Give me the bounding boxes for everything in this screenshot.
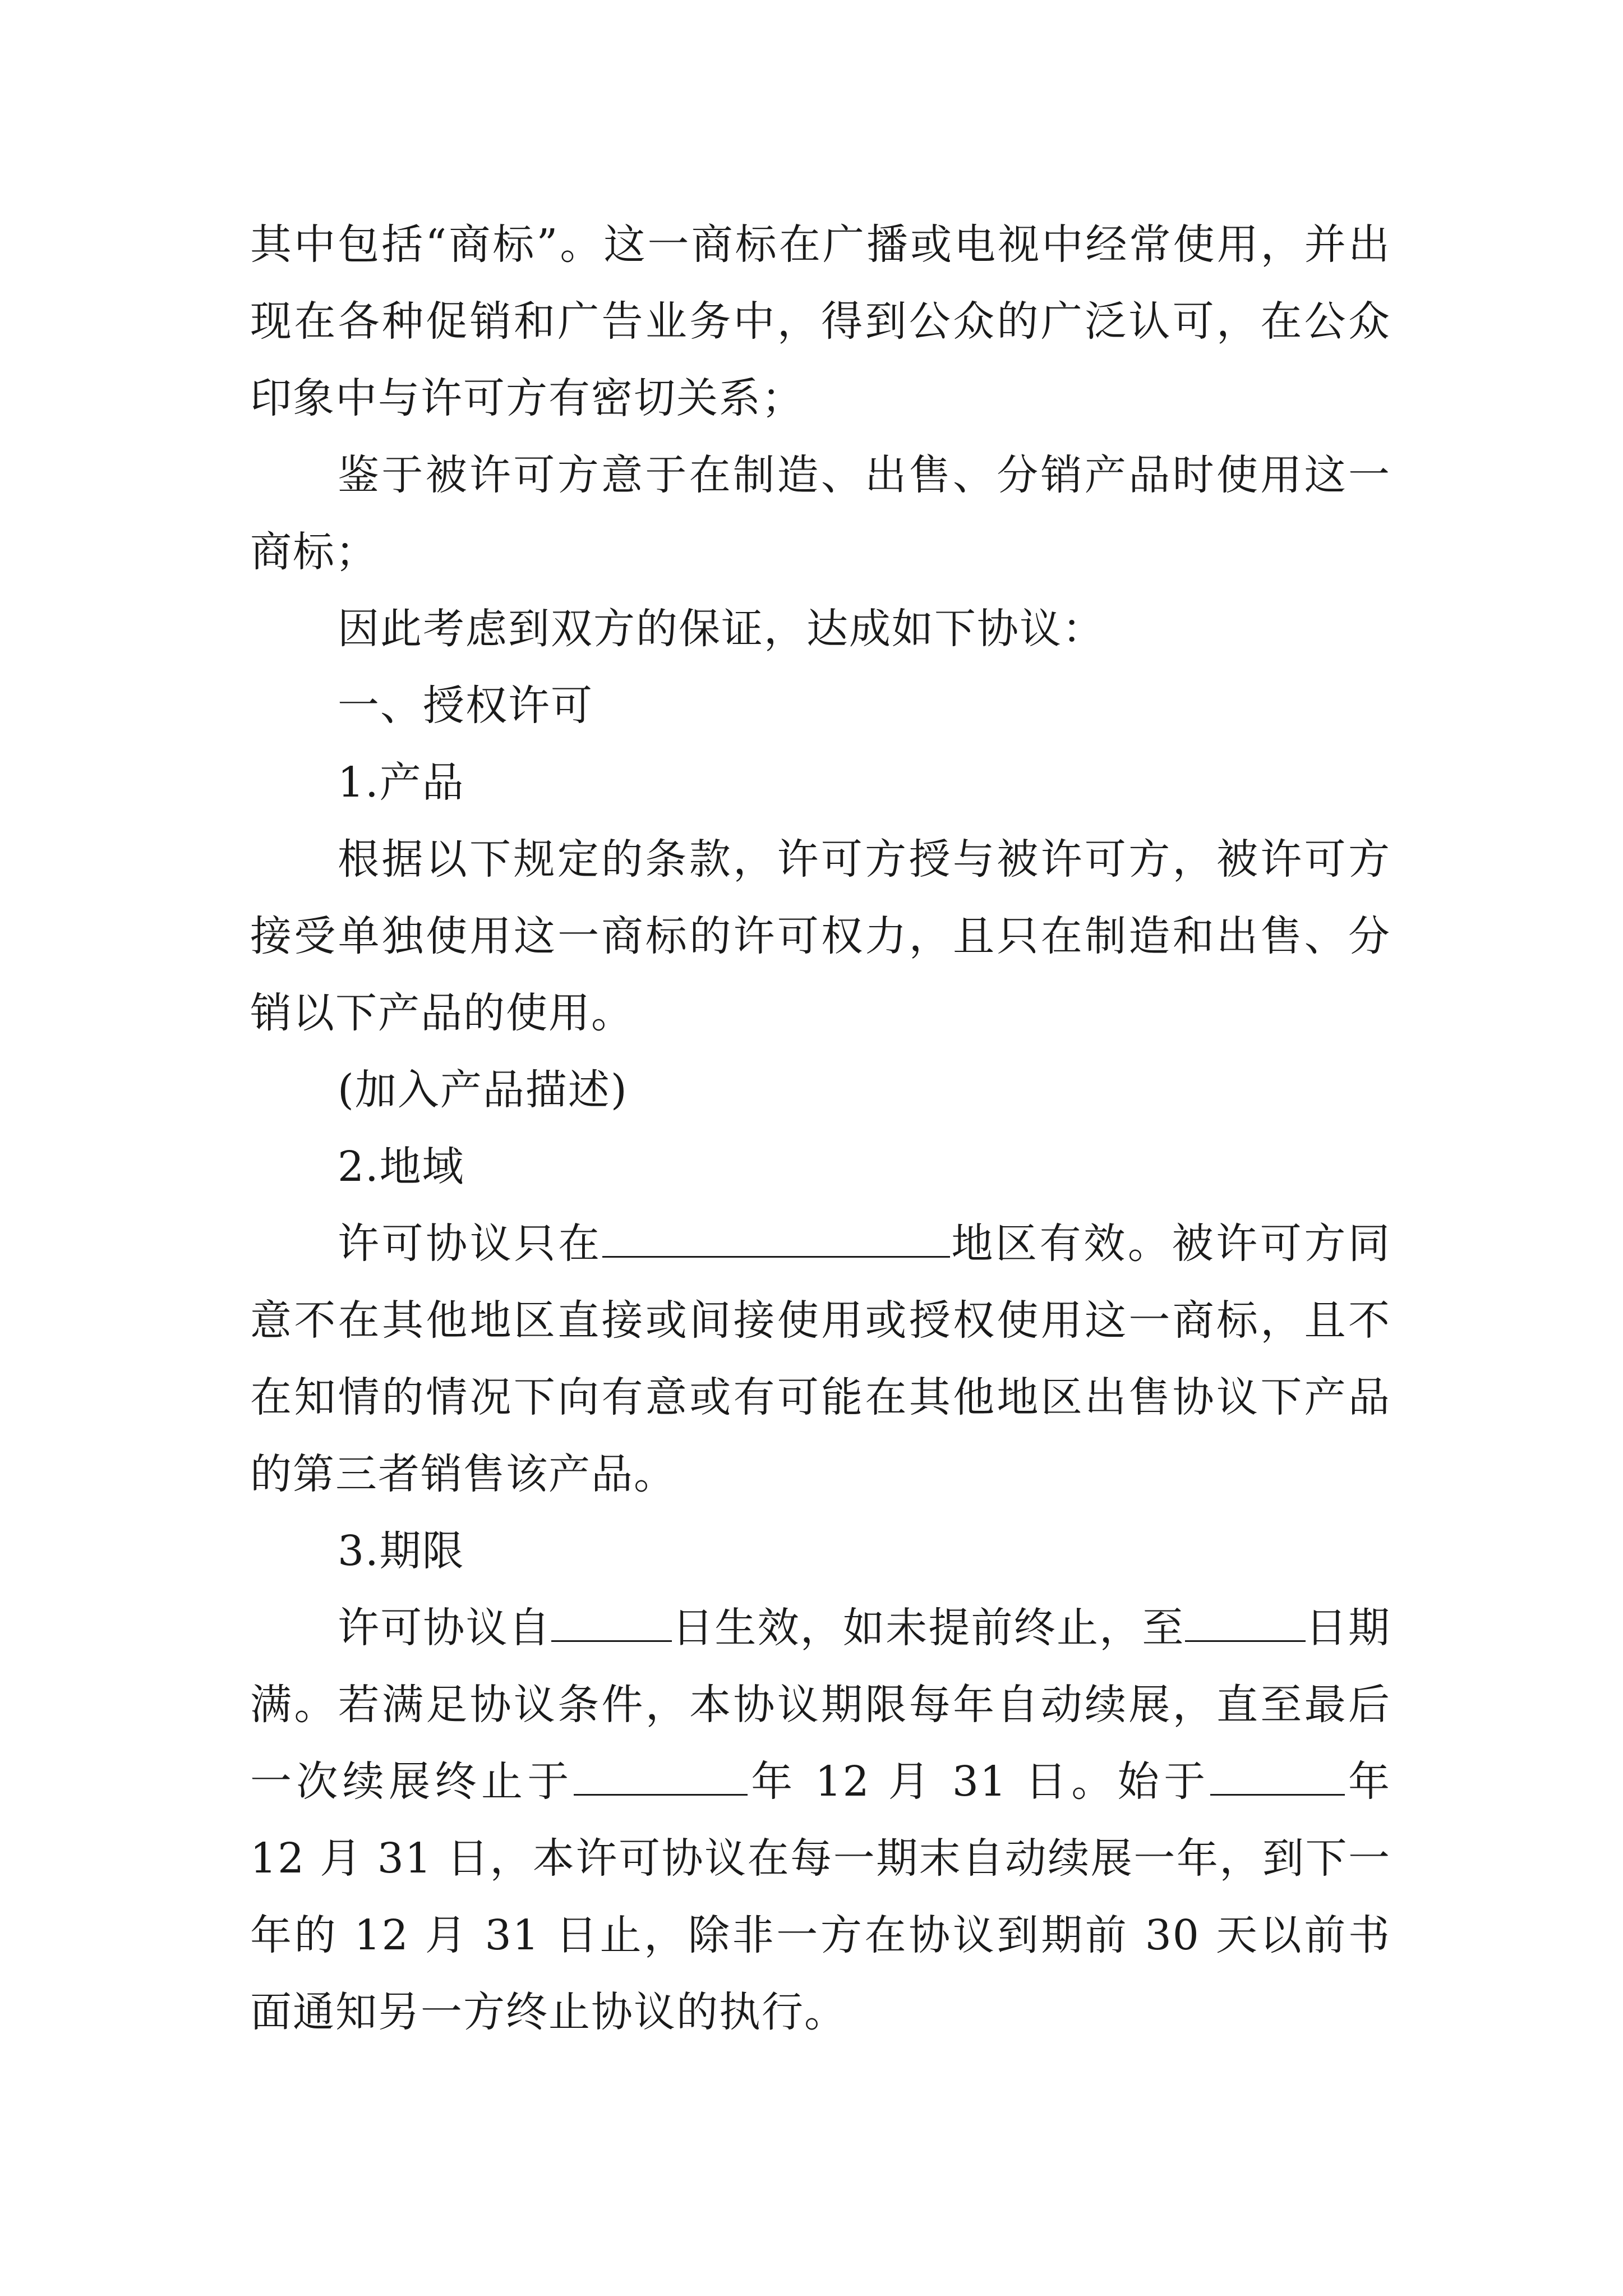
expiry-date-blank-field (1185, 1604, 1306, 1642)
paragraph-territory (250, 1205, 1391, 1513)
term-text-e: 年 12 月 31 日，本许可协议在每一期末自动续展一年，到下一年的 12 月 31 日止，除非一方在协议到期前 30 天以前书面通知另一方终止协议的执行。 (250, 1757, 1391, 2036)
document-body (250, 206, 1391, 2051)
item-heading-term: 3.期限 (338, 1527, 465, 1575)
final-renewal-year-blank-field (574, 1758, 748, 1796)
start-year-blank-field (1210, 1758, 1345, 1796)
item-heading-product: 1.产品 (338, 758, 465, 807)
term-text-d: 年 12 月 31 日。始于 (747, 1757, 1210, 1806)
section-heading-license-grant: 一、授权许可 (338, 682, 593, 730)
paragraph-product-grant: 根据以下规定的条款，许可方授与被许可方，被许可方接受单独使用这一商标的许可权力，且只在制造和出售、分销以下产品的使用。 (250, 835, 1391, 1037)
term-text-c: 日期满。若满足协议条件，本协议期限每年自动续展，直至最后一次续展终止于 (250, 1604, 1391, 1806)
paragraph-agreement-intro: 因此考虑到双方的保证，达成如下协议： (338, 605, 1105, 653)
territory-text-rest: 地区有效。被许可方同意不在其他地区直接或间接使用或授权使用这一商标，且不在知情的情况下向有意或有可能在其他地区出售协议下产品的第三者销售该产品。 (250, 1220, 1391, 1498)
term-text-a: 许可协议自 (338, 1604, 551, 1652)
paragraph-licensee-intent: 鉴于被许可方意于在制造、出售、分销产品时使用这一商标； (250, 451, 1391, 576)
effective-date-blank-field (551, 1604, 672, 1642)
term-text-b: 日生效，如未提前终止，至 (672, 1604, 1185, 1652)
paragraph-trademark-recognition: 其中包括“商标”。这一商标在广播或电视中经常使用，并出现在各种促销和广告业务中，得到公众的广泛认可，在公众印象中与许可方有密切关系； (250, 220, 1391, 422)
paragraph-term (250, 1590, 1391, 2051)
region-blank-field (602, 1220, 950, 1258)
item-heading-territory: 2.地域 (338, 1143, 465, 1191)
product-description-placeholder: (加入产品描述) (338, 1066, 628, 1114)
territory-text-start: 许可协议只在 (338, 1220, 602, 1268)
